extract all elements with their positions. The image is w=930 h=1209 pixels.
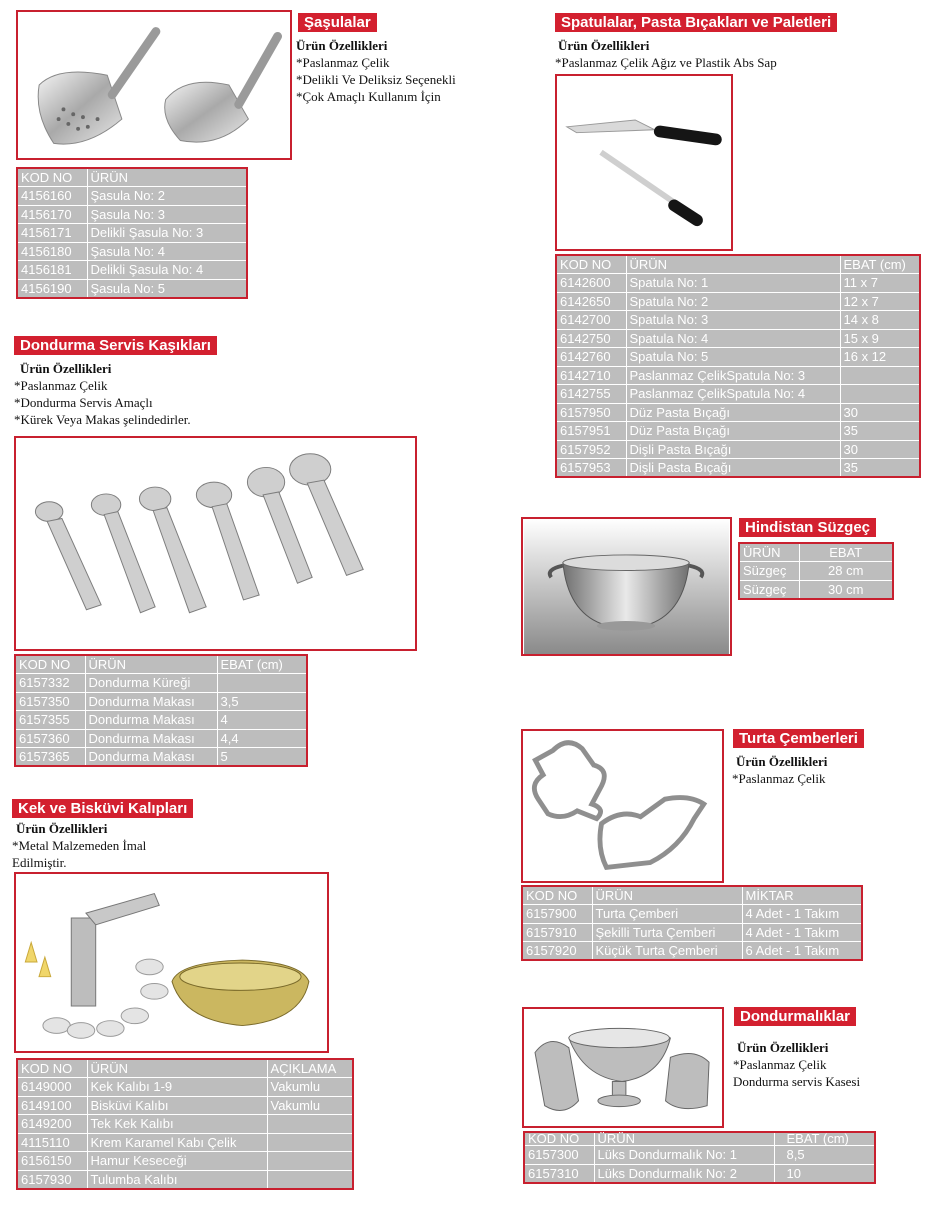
sasula-title: Şaşulalar xyxy=(298,13,377,32)
code-cell: 6142600 xyxy=(556,274,626,293)
code-cell: 4156160 xyxy=(17,187,87,206)
code-cell: 6157953 xyxy=(556,459,626,478)
product-cell: Dondurma Makası xyxy=(85,729,217,748)
code-cell: 6157355 xyxy=(15,711,85,730)
sasula-table xyxy=(16,167,248,299)
table-row xyxy=(17,1152,353,1171)
size-cell: 4,4 xyxy=(217,729,307,748)
table-row xyxy=(522,942,862,961)
col-header: KOD NO xyxy=(17,1059,87,1078)
cake-molds-table xyxy=(16,1058,354,1190)
product-cell: Spatula No: 5 xyxy=(626,348,840,367)
col-header: ÜRÜN xyxy=(592,886,742,905)
feature-line: *Paslanmaz Çelik Ağız ve Plastik Abs Sap xyxy=(555,55,777,70)
code-cell: 6157300 xyxy=(524,1146,594,1165)
product-cell: Dondurma Makası xyxy=(85,692,217,711)
size-cell: 30 cm xyxy=(799,580,893,599)
spatula-photo xyxy=(555,74,733,251)
product-cell: Tulumba Kalıbı xyxy=(87,1170,267,1189)
col-header: EBAT (cm) xyxy=(217,655,307,674)
code-cell: 6142700 xyxy=(556,311,626,330)
code-cell: 6157951 xyxy=(556,422,626,441)
tart-rings-table xyxy=(521,885,863,961)
code-cell: 6157952 xyxy=(556,440,626,459)
feature-line: *Paslanmaz Çelik xyxy=(733,1057,827,1072)
quantity-cell: 4 Adet - 1 Takım xyxy=(742,905,862,924)
sasula-features xyxy=(296,37,456,105)
product-cell: Spatula No: 1 xyxy=(626,274,840,293)
feature-line: *Metal Malzemeden İmal xyxy=(12,838,147,853)
size-cell: 30 xyxy=(840,440,920,459)
cake-molds-title: Kek ve Bisküvi Kalıpları xyxy=(12,799,193,818)
ice-cream-bowls-table xyxy=(523,1131,876,1184)
table-row xyxy=(17,205,247,224)
description-cell xyxy=(267,1170,353,1189)
product-cell: Süzgeç xyxy=(739,562,799,581)
table-header-row xyxy=(17,168,247,187)
feature-line: *Paslanmaz Çelik xyxy=(732,771,826,786)
product-cell: Şekilli Turta Çemberi xyxy=(592,923,742,942)
product-cell: Düz Pasta Bıçağı xyxy=(626,422,840,441)
code-cell: 6157900 xyxy=(522,905,592,924)
product-cell: Dişli Pasta Bıçağı xyxy=(626,440,840,459)
table-row xyxy=(739,562,893,581)
table-row xyxy=(17,261,247,280)
features-title: Ürün Özellikleri xyxy=(736,754,828,769)
quantity-cell: 6 Adet - 1 Takım xyxy=(742,942,862,961)
ice-cream-bowls-title: Dondurmalıklar xyxy=(734,1007,856,1026)
tart-rings-photo xyxy=(521,729,724,883)
col-header: EBAT (cm) xyxy=(840,255,920,274)
code-cell: 6142710 xyxy=(556,366,626,385)
product-cell: Hamur Keseceği xyxy=(87,1152,267,1171)
table-row xyxy=(17,1133,353,1152)
product-cell: Şasula No: 5 xyxy=(87,279,247,298)
code-cell: 4156181 xyxy=(17,261,87,280)
product-cell: Lüks Dondurmalık No: 2 xyxy=(594,1164,774,1183)
product-cell: Spatula No: 2 xyxy=(626,292,840,311)
table-header-row xyxy=(522,886,862,905)
feature-line: *Paslanmaz Çelik xyxy=(14,378,108,393)
product-cell: Dondurma Makası xyxy=(85,711,217,730)
cake-molds-photo xyxy=(14,872,329,1053)
col-header: ÜRÜN xyxy=(626,255,840,274)
table-row xyxy=(556,292,920,311)
ice-cream-bowls-features xyxy=(733,1039,860,1090)
size-cell xyxy=(840,385,920,404)
features-title: Ürün Özellikleri xyxy=(296,38,388,53)
code-cell: 4156180 xyxy=(17,242,87,261)
table-row xyxy=(15,674,307,693)
feature-line: *Dondurma Servis Amaçlı xyxy=(14,395,153,410)
code-cell: 6157310 xyxy=(524,1164,594,1183)
product-cell: Düz Pasta Bıçağı xyxy=(626,403,840,422)
feature-line: Dondurma servis Kasesi xyxy=(733,1074,861,1089)
col-header: ÜRÜN xyxy=(594,1132,774,1146)
col-header: ÜRÜN xyxy=(739,543,799,562)
table-row xyxy=(556,366,920,385)
code-cell: 6142755 xyxy=(556,385,626,404)
size-cell: 12 x 7 xyxy=(840,292,920,311)
size-cell: 35 xyxy=(840,459,920,478)
col-header: EBAT (cm) xyxy=(774,1132,875,1146)
code-cell: 6157332 xyxy=(15,674,85,693)
ice-cream-scoops-photo xyxy=(14,436,417,651)
code-cell: 6142760 xyxy=(556,348,626,367)
features-title: Ürün Özellikleri xyxy=(20,361,112,376)
product-cell: Bisküvi Kalıbı xyxy=(87,1096,267,1115)
feature-line: *Paslanmaz Çelik xyxy=(296,55,390,70)
product-cell: Kek Kalıbı 1-9 xyxy=(87,1078,267,1097)
table-row xyxy=(556,385,920,404)
code-cell: 6149000 xyxy=(17,1078,87,1097)
table-row xyxy=(556,440,920,459)
colander-photo xyxy=(521,517,732,656)
table-row xyxy=(17,187,247,206)
product-cell: Küçük Turta Çemberi xyxy=(592,942,742,961)
col-header: EBAT xyxy=(799,543,893,562)
ice-cream-scoops-table xyxy=(14,654,308,767)
product-cell: Paslanmaz ÇelikSpatula No: 3 xyxy=(626,366,840,385)
product-cell: Şasula No: 2 xyxy=(87,187,247,206)
size-cell: 11 x 7 xyxy=(840,274,920,293)
code-cell: 6157365 xyxy=(15,748,85,767)
table-row xyxy=(15,711,307,730)
col-header: KOD NO xyxy=(17,168,87,187)
size-cell xyxy=(840,366,920,385)
feature-line: *Delikli Ve Deliksiz Seçenekli xyxy=(296,72,456,87)
size-cell: 4 xyxy=(217,711,307,730)
size-cell: 35 xyxy=(840,422,920,441)
size-cell: 15 x 9 xyxy=(840,329,920,348)
description-cell xyxy=(267,1115,353,1134)
table-row xyxy=(556,311,920,330)
product-cell: Dişli Pasta Bıçağı xyxy=(626,459,840,478)
ice-cream-scoops-title: Dondurma Servis Kaşıkları xyxy=(14,336,217,355)
product-cell: Dondurma Makası xyxy=(85,748,217,767)
code-cell: 6156150 xyxy=(17,1152,87,1171)
code-cell: 4156171 xyxy=(17,224,87,243)
table-header-row xyxy=(524,1132,875,1146)
code-cell: 6149100 xyxy=(17,1096,87,1115)
tart-rings-title: Turta Çemberleri xyxy=(733,729,864,748)
table-row xyxy=(739,580,893,599)
feature-line: *Kürek Veya Makas şelindedirler. xyxy=(14,412,191,427)
table-row xyxy=(15,748,307,767)
code-cell: 6149200 xyxy=(17,1115,87,1134)
product-cell: Paslanmaz ÇelikSpatula No: 4 xyxy=(626,385,840,404)
table-header-row xyxy=(15,655,307,674)
table-row xyxy=(524,1146,875,1165)
table-row xyxy=(15,729,307,748)
features-title: Ürün Özellikleri xyxy=(558,38,650,53)
tart-rings-features xyxy=(732,753,827,787)
product-cell: Lüks Dondurmalık No: 1 xyxy=(594,1146,774,1165)
spatula-table xyxy=(555,254,921,478)
table-header-row xyxy=(739,543,893,562)
table-row xyxy=(556,403,920,422)
col-header: KOD NO xyxy=(524,1132,594,1146)
colander-table xyxy=(738,542,894,600)
feature-line: *Çok Amaçlı Kullanım İçin xyxy=(296,89,441,104)
product-cell: Spatula No: 3 xyxy=(626,311,840,330)
product-cell: Süzgeç xyxy=(739,580,799,599)
table-row xyxy=(556,422,920,441)
table-row xyxy=(522,905,862,924)
description-cell: Vakumlu xyxy=(267,1096,353,1115)
description-cell xyxy=(267,1152,353,1171)
product-cell: Krem Karamel Kabı Çelik xyxy=(87,1133,267,1152)
product-cell: Tek Kek Kalıbı xyxy=(87,1115,267,1134)
size-cell: 30 xyxy=(840,403,920,422)
col-header: KOD NO xyxy=(522,886,592,905)
size-cell: 5 xyxy=(217,748,307,767)
col-header: ÜRÜN xyxy=(85,655,217,674)
table-row xyxy=(556,459,920,478)
table-row xyxy=(17,1170,353,1189)
size-cell: 3,5 xyxy=(217,692,307,711)
size-cell: 10 xyxy=(774,1164,875,1183)
code-cell: 6157910 xyxy=(522,923,592,942)
ice-cream-bowls-photo xyxy=(522,1007,724,1128)
product-cell: Spatula No: 4 xyxy=(626,329,840,348)
table-row xyxy=(524,1164,875,1183)
table-row xyxy=(17,1078,353,1097)
code-cell: 4156170 xyxy=(17,205,87,224)
code-cell: 6142650 xyxy=(556,292,626,311)
features-title: Ürün Özellikleri xyxy=(16,821,108,836)
sasula-photo xyxy=(16,10,292,160)
table-row xyxy=(17,224,247,243)
size-cell: 14 x 8 xyxy=(840,311,920,330)
product-cell: Dondurma Küreği xyxy=(85,674,217,693)
size-cell xyxy=(217,674,307,693)
code-cell: 6157950 xyxy=(556,403,626,422)
table-row xyxy=(17,1115,353,1134)
cake-molds-features xyxy=(12,820,146,871)
col-header: MİKTAR xyxy=(742,886,862,905)
size-cell: 28 cm xyxy=(799,562,893,581)
table-header-row xyxy=(17,1059,353,1078)
description-cell xyxy=(267,1133,353,1152)
table-row xyxy=(17,1096,353,1115)
description-cell: Vakumlu xyxy=(267,1078,353,1097)
code-cell: 6142750 xyxy=(556,329,626,348)
features-title: Ürün Özellikleri xyxy=(737,1040,829,1055)
table-row xyxy=(556,274,920,293)
product-cell: Şasula No: 4 xyxy=(87,242,247,261)
col-header: KOD NO xyxy=(556,255,626,274)
code-cell: 6157920 xyxy=(522,942,592,961)
table-row xyxy=(556,348,920,367)
ice-cream-scoops-features xyxy=(14,360,191,428)
table-header-row xyxy=(556,255,920,274)
code-cell: 6157930 xyxy=(17,1170,87,1189)
col-header: AÇIKLAMA xyxy=(267,1059,353,1078)
spatula-features xyxy=(555,37,777,71)
quantity-cell: 4 Adet - 1 Takım xyxy=(742,923,862,942)
table-row xyxy=(17,279,247,298)
spatula-title: Spatulalar, Pasta Bıçakları ve Paletleri xyxy=(555,13,837,32)
col-header: KOD NO xyxy=(15,655,85,674)
code-cell: 4115110 xyxy=(17,1133,87,1152)
size-cell: 16 x 12 xyxy=(840,348,920,367)
table-row xyxy=(17,242,247,261)
col-header: ÜRÜN xyxy=(87,168,247,187)
code-cell: 6157360 xyxy=(15,729,85,748)
product-cell: Turta Çemberi xyxy=(592,905,742,924)
table-row xyxy=(556,329,920,348)
col-header: ÜRÜN xyxy=(87,1059,267,1078)
table-row xyxy=(15,692,307,711)
code-cell: 4156190 xyxy=(17,279,87,298)
size-cell: 8,5 xyxy=(774,1146,875,1165)
code-cell: 6157350 xyxy=(15,692,85,711)
product-cell: Delikli Şasula No: 3 xyxy=(87,224,247,243)
product-cell: Şasula No: 3 xyxy=(87,205,247,224)
product-cell: Delikli Şasula No: 4 xyxy=(87,261,247,280)
table-row xyxy=(522,923,862,942)
feature-line: Edilmiştir. xyxy=(12,855,67,870)
colander-title: Hindistan Süzgeç xyxy=(739,518,876,537)
